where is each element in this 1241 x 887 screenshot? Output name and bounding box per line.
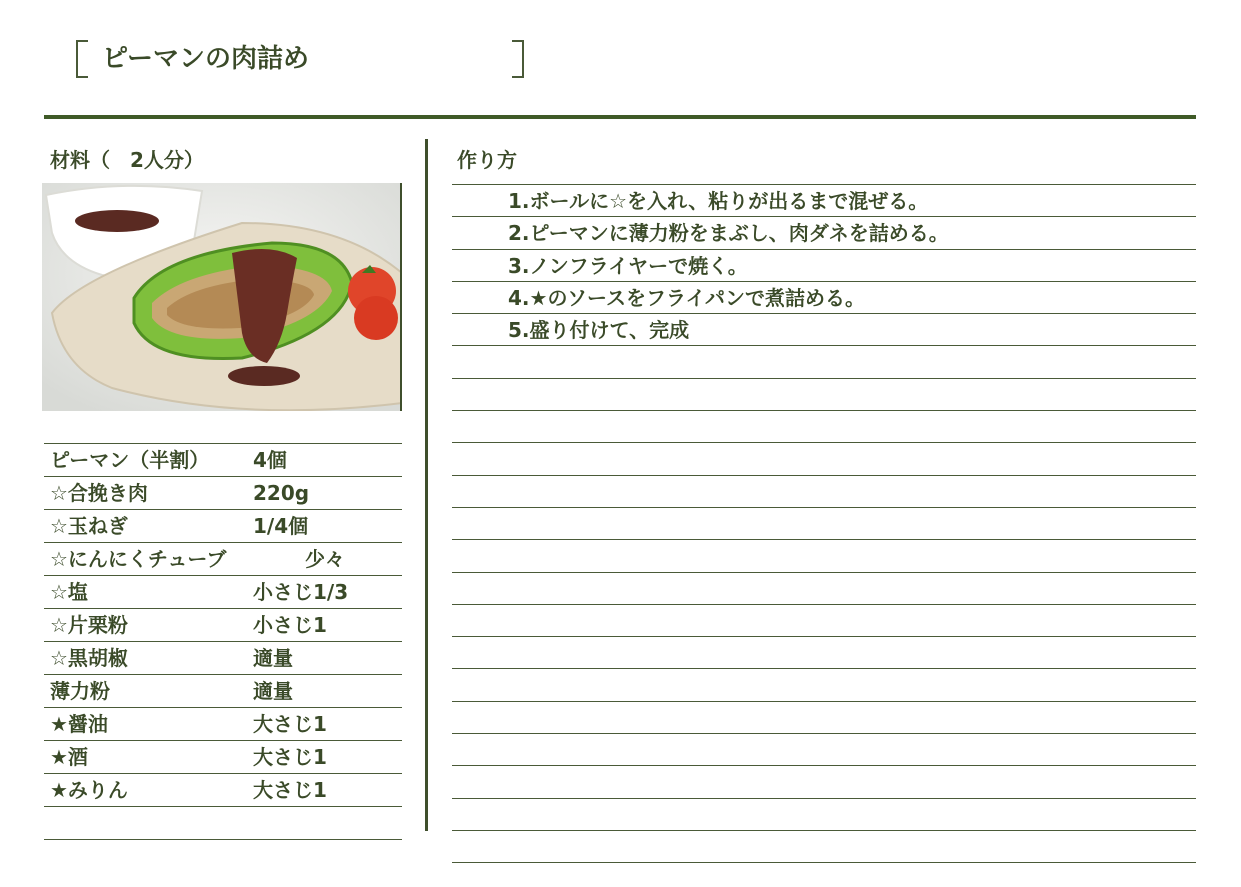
ingredients-label: 材料（ 2人分） (50, 148, 204, 172)
table-row (44, 477, 402, 510)
ingredient-amount: 少々 (305, 547, 345, 571)
step-row (452, 831, 1196, 863)
header-rule (44, 115, 1196, 119)
table-row (44, 444, 402, 477)
ingredient-name: ☆黒胡椒 (50, 646, 128, 670)
step-row (452, 185, 1196, 217)
ingredient-name: ピーマン（半割） (50, 448, 210, 472)
method-label: 作り方 (457, 148, 517, 172)
step-text: 1.ボールに☆を入れ、粘りが出るまで混ぜる。 (508, 189, 929, 213)
ingredient-name: ☆にんにくチューブ (50, 547, 227, 571)
step-row (452, 702, 1196, 734)
step-row (452, 217, 1196, 249)
step-row (452, 250, 1196, 282)
step-row (452, 314, 1196, 346)
ingredient-amount: 適量 (253, 679, 293, 703)
ingredient-amount: 適量 (253, 646, 293, 670)
step-row (452, 573, 1196, 605)
ingredient-name: ☆合挽き肉 (50, 481, 148, 505)
step-text: 2.ピーマンに薄力粉をまぶし、肉ダネを詰める。 (508, 221, 949, 246)
ingredient-name: ☆塩 (50, 580, 88, 604)
table-row (44, 609, 402, 642)
step-row (452, 605, 1196, 637)
table-row (44, 741, 402, 774)
step-text: 4.★のソースをフライパンで煮詰める。 (508, 285, 866, 310)
step-text: 5.盛り付けて、完成 (508, 318, 690, 343)
ingredient-table (44, 443, 402, 840)
table-row (44, 675, 402, 708)
table-row (44, 576, 402, 609)
table-row (44, 774, 402, 807)
title-bracket-right (512, 40, 524, 78)
step-row (452, 766, 1196, 798)
step-row (452, 379, 1196, 411)
title-bracket-left (76, 40, 88, 78)
step-row (452, 443, 1196, 475)
ingredient-amount: 小さじ1 (253, 613, 327, 637)
step-text: 3.ノンフライヤーで焼く。 (508, 253, 748, 278)
table-row (44, 807, 402, 840)
step-row (452, 476, 1196, 508)
ingredient-name: ☆片栗粉 (50, 613, 128, 637)
method-steps (452, 184, 1196, 863)
step-row (452, 734, 1196, 766)
step-row (452, 540, 1196, 572)
step-row (452, 508, 1196, 540)
table-row (44, 543, 402, 576)
ingredient-amount: 220g (253, 481, 310, 505)
ingredient-amount: 1/4個 (253, 514, 309, 538)
ingredient-name: ★みりん (50, 778, 128, 802)
ingredient-amount: 大さじ1 (253, 778, 327, 802)
stuffed-pepper-photo (42, 183, 402, 411)
table-row (44, 510, 402, 543)
ingredient-amount: 4個 (253, 448, 287, 472)
step-row (452, 637, 1196, 669)
step-row (452, 799, 1196, 831)
ingredient-amount: 大さじ1 (253, 712, 327, 736)
ingredient-amount: 小さじ1/3 (253, 580, 349, 604)
table-row (44, 708, 402, 741)
step-row (452, 669, 1196, 701)
step-row (452, 282, 1196, 314)
ingredient-name: 薄力粉 (50, 679, 110, 703)
column-divider (425, 139, 428, 831)
ingredient-name: ☆玉ねぎ (50, 514, 128, 538)
ingredient-name: ★酒 (50, 745, 88, 769)
recipe-title: ピーマンの肉詰め (102, 44, 309, 74)
step-row (452, 346, 1196, 378)
ingredient-amount: 大さじ1 (253, 745, 327, 769)
step-row (452, 411, 1196, 443)
ingredient-name: ★醤油 (50, 712, 108, 736)
table-row (44, 642, 402, 675)
